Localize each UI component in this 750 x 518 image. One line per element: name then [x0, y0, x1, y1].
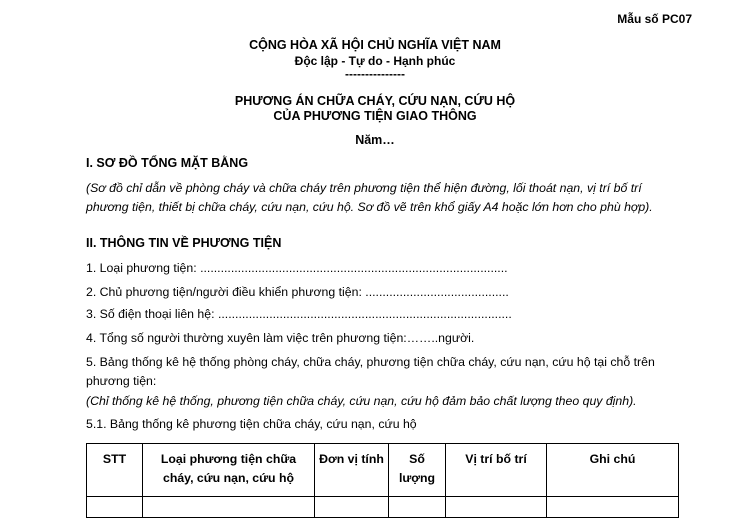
equipment-table — [86, 443, 679, 518]
section1-heading: I. SƠ ĐỒ TỔNG MẶT BẰNG — [86, 156, 249, 170]
column-header-stt: STT — [87, 444, 143, 497]
statistics-note: (Chỉ thống kê hệ thống, phương tiện chữa cháy, cứu nạn, cứu hộ đảm bảo chất lượng theo quy định). — [86, 394, 637, 408]
header-divider: --------------- — [345, 67, 405, 81]
section2-heading: II. THÔNG TIN VỀ PHƯƠNG TIỆN — [86, 236, 282, 250]
column-header-note: Ghi chú — [547, 444, 679, 497]
phone-number-field: 3. Số điện thoại liên hệ: ...................................................................................... — [86, 307, 512, 321]
document-title-line1: PHƯƠNG ÁN CHỮA CHÁY, CỨU NẠN, CỨU HỘ — [234, 94, 516, 108]
statistics-intro: 5. Bảng thống kê hệ thống phòng cháy, chữa cháy, phương tiện chữa cháy, cứu nạn, cứu hộ tại chỗ trên phương tiện: — [86, 355, 655, 388]
form-code: Mẫu số PC07 — [617, 12, 692, 26]
column-header-quantity: Số lượng — [389, 444, 446, 497]
national-title: CỘNG HÒA XÃ HỘI CHỦ NGHĨA VIỆT NAM — [249, 38, 501, 52]
national-motto: Độc lập - Tự do - Hạnh phúc — [294, 54, 456, 68]
vehicle-owner-field: 2. Chủ phương tiện/người điều khiển phương tiện: .......................................... — [86, 285, 509, 299]
table-header-row — [87, 444, 679, 497]
column-header-equipment-type: Loại phương tiện chữa cháy, cứu nạn, cứu hộ — [143, 444, 315, 497]
equipment-table-caption: 5.1. Bảng thống kê phương tiện chữa cháy, cứu nạn, cứu hộ — [86, 417, 417, 431]
column-header-unit: Đơn vị tính — [315, 444, 389, 497]
section1-note: (Sơ đồ chỉ dẫn về phòng cháy và chữa cháy trên phương tiện thể hiện đường, lối thoát nạn, vị trí bố trí phương tiện, thiết bị chữa cháy, cứu nạn, cứu hộ. Sơ đồ vẽ trên khổ giấy A4 hoặc lớn hơn cho phù hợp). — [86, 181, 653, 214]
vehicle-type-field: 1. Loại phương tiện: .......................................................................................... — [86, 261, 508, 275]
column-header-location: Vị trí bố trí — [446, 444, 547, 497]
crew-count-field: 4. Tổng số người thường xuyên làm việc trên phương tiện:……..người. — [86, 331, 475, 345]
document-year: Năm… — [355, 133, 395, 147]
document-title-line2: CỦA PHƯƠNG TIỆN GIAO THÔNG — [273, 109, 477, 123]
